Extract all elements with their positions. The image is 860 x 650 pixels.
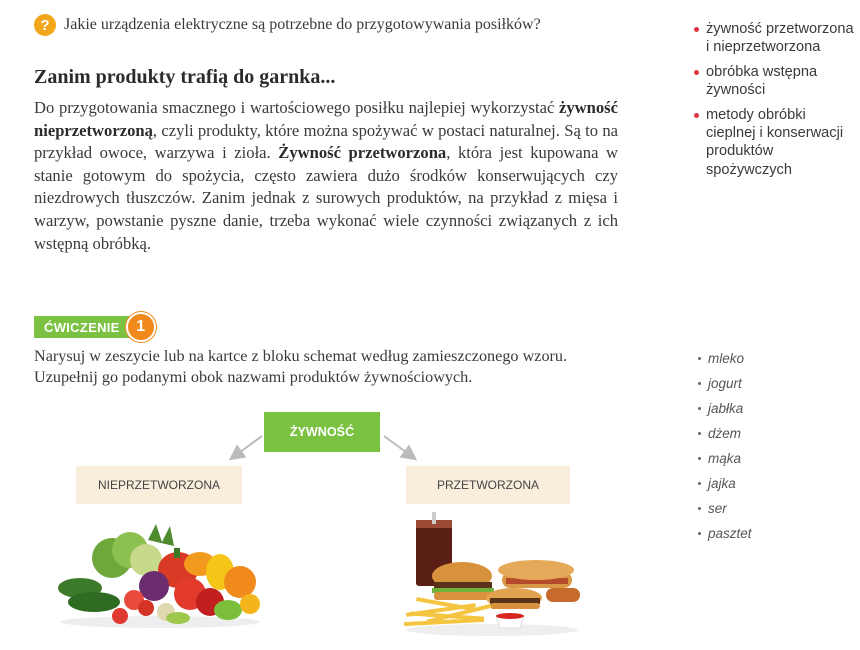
exercise-number: 1 [126, 312, 156, 342]
word-item: jogurt [698, 375, 752, 400]
bold-term-processed: Żywność przetworzona [278, 143, 447, 163]
exercise-label-text: ĆWICZENIE [34, 316, 132, 338]
topic-item: metody obróbki cieplnej i konserwacji produktów spożywczych [694, 106, 854, 180]
paragraph-part-3: , która jest kupowana w stanie gotowym do spożycia, często zawiera dużo środków konserwujących czy niezdrowych tłuszczów. Zanim jednak z surowych produktów, na przykład z mięsa i warzyw, powstanie pyszne danie, trzeba wykonać wiele czynności związanych z ich wstępną obróbką. [34, 143, 618, 253]
topic-item: obróbka wstępna żywności [694, 63, 854, 100]
word-item: pasztet [698, 525, 752, 550]
arrow-right [384, 436, 414, 458]
arrow-left [232, 436, 262, 458]
exercise-instructions: Narysuj w zeszycie lub na kartce z bloku schemat według zamieszczonego wzoru. Uzupełnij go podanymi obok nazwami produktów żywnościowych. [34, 347, 568, 386]
section-heading: Zanim produkty trafią do garnka... [34, 66, 336, 88]
diagram-unprocessed-box: NIEPRZETWORZONA [76, 466, 242, 504]
word-item: jabłka [698, 400, 752, 425]
paragraph-part-2: , czyli produkty, które można spożywać w postaci naturalnej. Są to na przykład owoce, warzywa i zioła. [34, 120, 618, 163]
paragraph-part-1: Do przygotowania smacznego i wartościowego posiłku najlepiej wykorzystać [34, 98, 559, 117]
bold-term-unprocessed: żywność nieprzetworzoną [34, 98, 618, 140]
topic-item: żywność przetworzona i nieprzetworzona [694, 20, 854, 57]
word-item: ser [698, 500, 752, 525]
fast-food-image [396, 512, 586, 637]
question-icon: ? [34, 14, 56, 36]
question-text: Jakie urządzenia elektryczne są potrzebne do przygotowywania posiłków? [64, 16, 541, 33]
diagram-processed-box: PRZETWORZONA [406, 466, 570, 504]
word-item: mleko [698, 350, 752, 375]
word-item: jajka [698, 475, 752, 500]
word-item: dżem [698, 425, 752, 450]
fruits-vegetables-image [50, 520, 270, 630]
word-item: mąka [698, 450, 752, 475]
diagram-root-box: ŻYWNOŚĆ [264, 412, 380, 452]
